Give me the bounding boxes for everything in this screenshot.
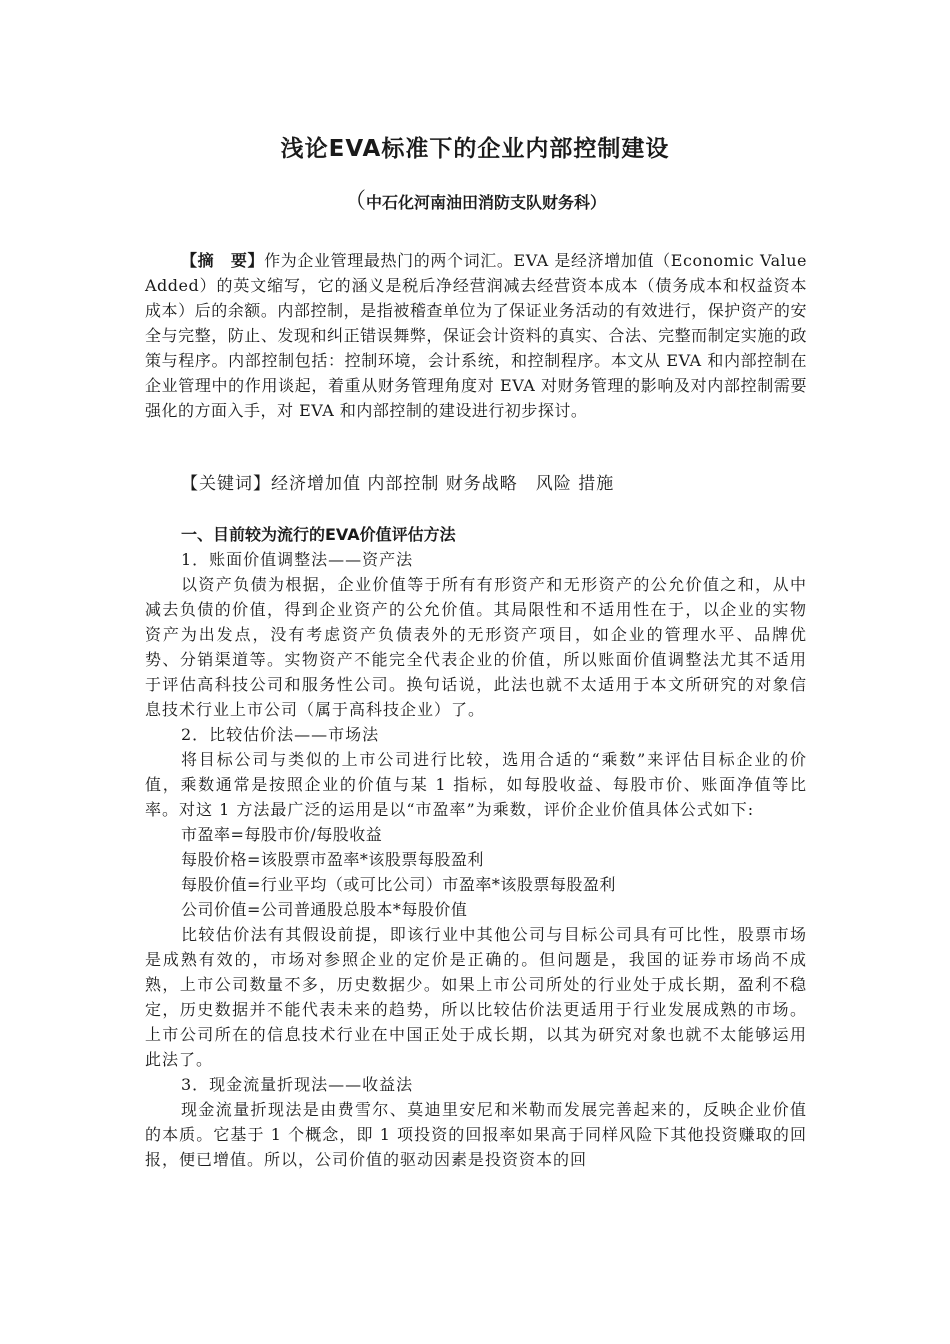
item-2-text-continued: 比较估价法有其假设前提，即该行业中其他公司与目标公司具有可比性，股票市场是成熟有效的，市场对参照企业的定价是正确的。但问题是，我国的证券市场尚不成熟，上市公司数量不多，历史数据少。如果上市公司所处的行业处于成长期，盈利不稳定，历史数据并不能代表未来的趋势，所以比较估价法更适用于行业发展成熟的市场。上市公司所在的信息技术行业在中国正处于成长期，以其为研究对象也就不太能够运用此法了。 [145, 925, 807, 1069]
formula-pe-ratio: 市盈率=每股市价/每股收益 [181, 825, 383, 844]
author-affiliation-text: 中石化河南油田消防支队财务科） [366, 193, 607, 212]
abstract-block [145, 248, 807, 423]
item-1-text: 以资产负债为根据，企业价值等于所有有形资产和无形资产的公允价值之和，从中减去负债的价值，得到企业资产的公允价值。其局限性和不适用性在于，以企业的实物资产为出发点，没有考虑资产负债表外的无形资产项目，如企业的管理水平、品牌优势、分销渠道等。实物资产不能完全代表企业的价值，所以账面价值调整法尤其不适用于评估高科技公司和服务性公司。换句话说，此法也就不太适用于本文所研究的对象信息技术行业上市公司（属于高科技企业）了。 [145, 575, 807, 719]
document-title: 浅论EVA标准下的企业内部控制建设 [280, 136, 670, 162]
formula-share-price: 每股价格=该股票市盈率*该股票每股盈利 [181, 850, 484, 869]
formula-company-value: 公司价值=公司普通股总股本*每股价值 [181, 900, 468, 919]
item-3-text: 现金流量折现法是由费雪尔、莫迪里安尼和米勒而发展完善起来的，反映企业价值的本质。它基于 1 个概念，即 1 项投资的回报率如果高于同样风险下其他投资赚取的回报，便已增值。所以，公司价值的驱动因素是投资资本的回 [145, 1100, 807, 1169]
abstract-label: 【摘 要】 [181, 251, 265, 270]
abstract-paragraph [145, 248, 807, 423]
keywords-text: 经济增加值 内部控制 财务战略 风险 措施 [271, 474, 615, 494]
formula-share-value: 每股价值=行业平均（或可比公司）市盈率*该股票每股盈利 [181, 875, 616, 894]
keywords-label: 【关键词】 [181, 474, 271, 494]
abstract-text: 作为企业管理最热门的两个词汇。EVA 是经济增加值（Economic Value Added）的英文缩写，它的涵义是税后净经营润减去经营资本成本（债务成本和权益资本成本）后的余额。内部控制，是指被稽查单位为了保证业务活动的有效进行，保护资产的安全与完整，防止、发现和纠正错误舞弊，保证会计资料的真实、合法、完整而制定实施的政策与程序。内部控制包括：控制环境，会计系统，和控制程序。本文从 EVA 和内部控制在企业管理中的作用谈起，着重从财务管理角度对 EVA 对财务管理的影响及对内部控制需要强化的方面入手，对 EVA 和内部控制的建设进行初步探讨。 [145, 251, 807, 420]
subtitle-open-paren: （ [343, 189, 366, 214]
keywords-block [145, 472, 807, 497]
item-3-title: 3．现金流量折现法——收益法 [181, 1075, 414, 1094]
keywords-paragraph [145, 472, 807, 497]
item-2-title: 2．比较估价法——市场法 [181, 725, 380, 744]
section-1-heading: 一、目前较为流行的EVA价值评估方法 [181, 525, 456, 544]
item-2-text: 将目标公司与类似的上市公司进行比较，选用合适的“乘数”来评估目标企业的价值，乘数通常是按照企业的价值与某 1 指标，如每股收益、每股市价、账面净值等比率。对这 1 方法最广泛的运用是以“市盈率”为乘数，评价企业价值具体公式如下: [145, 750, 807, 819]
item-1-title: 1．账面价值调整法——资产法 [181, 550, 414, 569]
author-affiliation [0, 184, 950, 215]
section-1 [145, 522, 807, 1172]
